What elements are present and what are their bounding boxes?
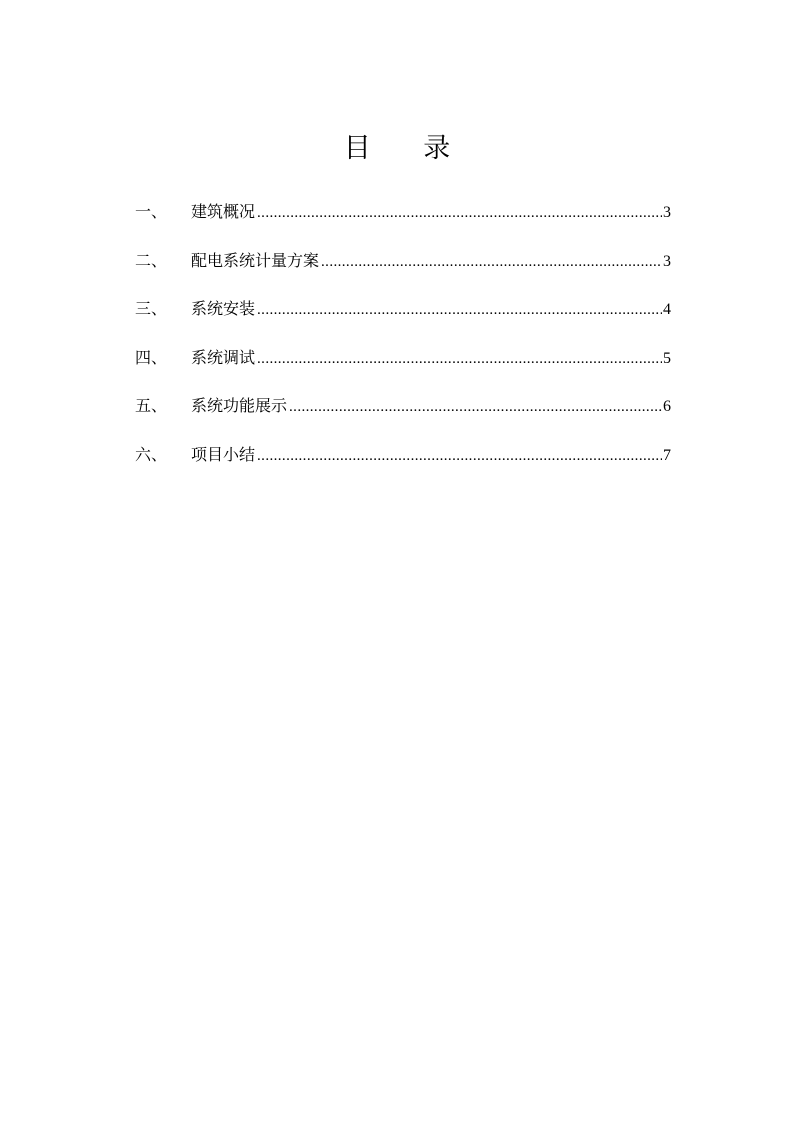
toc-entry-page: 4 [663,301,671,319]
toc-entry-number: 五、 [135,396,168,416]
toc-entry-number: 一、 [135,202,168,221]
toc-entry-label: 项目小结 [191,444,256,464]
toc-title: 目 录 [343,133,473,164]
toc-entry[interactable] [135,200,671,249]
table-of-contents [135,200,671,492]
toc-entry-number: 四、 [135,347,168,367]
dot-leader [257,444,662,468]
toc-entry-page: 7 [663,446,671,464]
toc-entry-page: 6 [663,398,671,416]
toc-entry[interactable] [135,443,671,492]
toc-entry-label: 系统调试 [191,347,256,367]
dot-leader [257,298,662,322]
toc-entry[interactable] [135,297,671,346]
toc-entry-page: 3 [663,252,671,270]
toc-entry-label: 系统安装 [191,299,256,319]
toc-entry-page: 5 [663,349,671,367]
dot-leader [257,347,662,371]
toc-entry-number: 三、 [135,299,168,319]
toc-entry-page: 3 [663,204,671,221]
toc-entry-number: 二、 [135,250,168,270]
toc-entry-label: 建筑概况 [191,202,256,221]
dot-leader [257,201,662,225]
toc-entry[interactable] [135,249,671,298]
toc-entry-label: 配电系统计量方案 [191,250,320,270]
toc-entry-label: 系统功能展示 [191,396,288,416]
dot-leader [289,395,662,419]
toc-entry-number: 六、 [135,444,168,464]
toc-entry[interactable] [135,394,671,443]
dot-leader [321,250,662,274]
toc-entry[interactable] [135,346,671,395]
